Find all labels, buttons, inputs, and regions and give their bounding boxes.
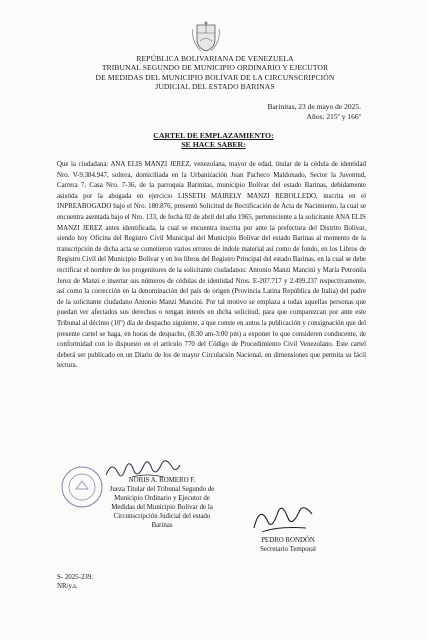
date-line: Barinitas, 23 de mayo de 2025. (267, 102, 361, 111)
secretary-signature-block (248, 537, 328, 555)
secretary-signature-icon (248, 498, 318, 536)
secretary-name: PEDRO RONDÓN (261, 537, 315, 544)
judge-title-1: Jueza Titular del Tribunal Segundo de (109, 485, 215, 493)
secretary-title: Secretario Temporal (260, 545, 316, 553)
judge-title-5: Barinas (151, 521, 173, 529)
document-subtitle: SE HACE SABER: (181, 140, 246, 149)
case-number: S- 2025-239. (57, 574, 93, 581)
footer-reference (57, 573, 177, 591)
header-line-4: JUDICIAL DEL ESTADO BARINAS (155, 82, 275, 92)
header-line-3: DE MEDIDAS DEL MUNICIPIO BOLÍVAR DE LA CIRCUNSCRIPCIÓN (95, 72, 335, 82)
header-line-2: TRIBUNAL SEGUNDO DE MUNICIPIO ORDINARIO Y EJECUTOR (101, 63, 329, 73)
court-header (60, 54, 370, 92)
header-line-1: REPÚBLICA BOLIVARIANA DE VENEZUELA (136, 54, 294, 63)
judge-name: NORIS A. ROMERO F. (128, 477, 196, 484)
initials: NR/y.s. (57, 583, 78, 590)
judge-title-2: Municipio Ordinario y Ejecutor de (114, 494, 210, 502)
judge-signature-block (92, 477, 232, 530)
judge-title-4: Circunscripción Judicial del estado (113, 512, 211, 520)
coat-of-arms-icon (191, 21, 221, 53)
body-text (57, 160, 366, 372)
years-line: Años: 215º y 166º (306, 112, 361, 121)
date-block (201, 102, 361, 122)
body-paragraph: Que la ciudadana: ANA ELIS MANZI JEREZ, venezolana, mayor de edad, titular de la cédula de identidad Nro. V-9.384.947, soltera, domiciliada en la Urbanización Juan Pacheco Maldonado, Sector la Juventud, Carrera 7, Casa Nro. 7-36, de la parroquia Barinitas, municipio Bolívar del estado Barinas, debidamente asistida por la abogada en ejercicio LISSETH MAIRELY MANZI REBOLLEDO, inscrita en el INPREABOGADO bajo el Nro. 180.876, presentó Solicitud de Rectificación de Acta de Nacimiento, la cual se encuentra asentada bajo el Nro. 133, de fecha 02 de abril del año 1965, perteneciente a la solicitante ANA ELIS MANZI JEREZ antes identificada, la cual se encuentra inscrita por ante la prefectura del Distrito Bolívar, siendo hoy Oficina del Registro Civil Municipal del Municipio Bolívar del estado Barinas al momento de la transcripción de dicha acta se cometieron varios errores de índole material así como de fondo, en los Libros de Registro Civil del Municipio Bolívar y en los libros del Registro Principal del estado Barinas, en la cual se debe rectificar el nombre de los progenitores de la solicitante ciudadanos: Antonio Manzi Mancini y María Petronila Jerez de Manzi e insertar sus números de cédulas de identidad Nros. E-207.717 y 2.499.237 respectivamente, así como la corrección en la denominación del país de origen (Provincia Latina República de Italia) del padre de la solicitante ciudadano Antonio Manzi Mancini. Por tal motivo se emplaza a todas aquellas personas que puedan ver afectados sus derechos o tengan interés en dicha solicitud, para que comparezcan por ante este Tribunal al décimo (10º) día de despacho siguiente, a que conste en autos la publicación y consignación que del presente cartel se haga, en horas de despacho, (8:30 am-3:00 pm) a exponer lo que consideren conducente, de conformidad con lo dispuesto en el artículo 770 del Código de Procedimiento Civil Venezolano. Este cartel deberá ser publicado en un Diario de los de mayor Circulación Nacional, en dimensiones que permita su fácil lectura. (57, 161, 366, 370)
judge-title-3: Medidas del Municipio Bolívar de la (111, 503, 213, 511)
document-title: CARTEL DE EMPLAZAMIENTO: (153, 131, 274, 140)
